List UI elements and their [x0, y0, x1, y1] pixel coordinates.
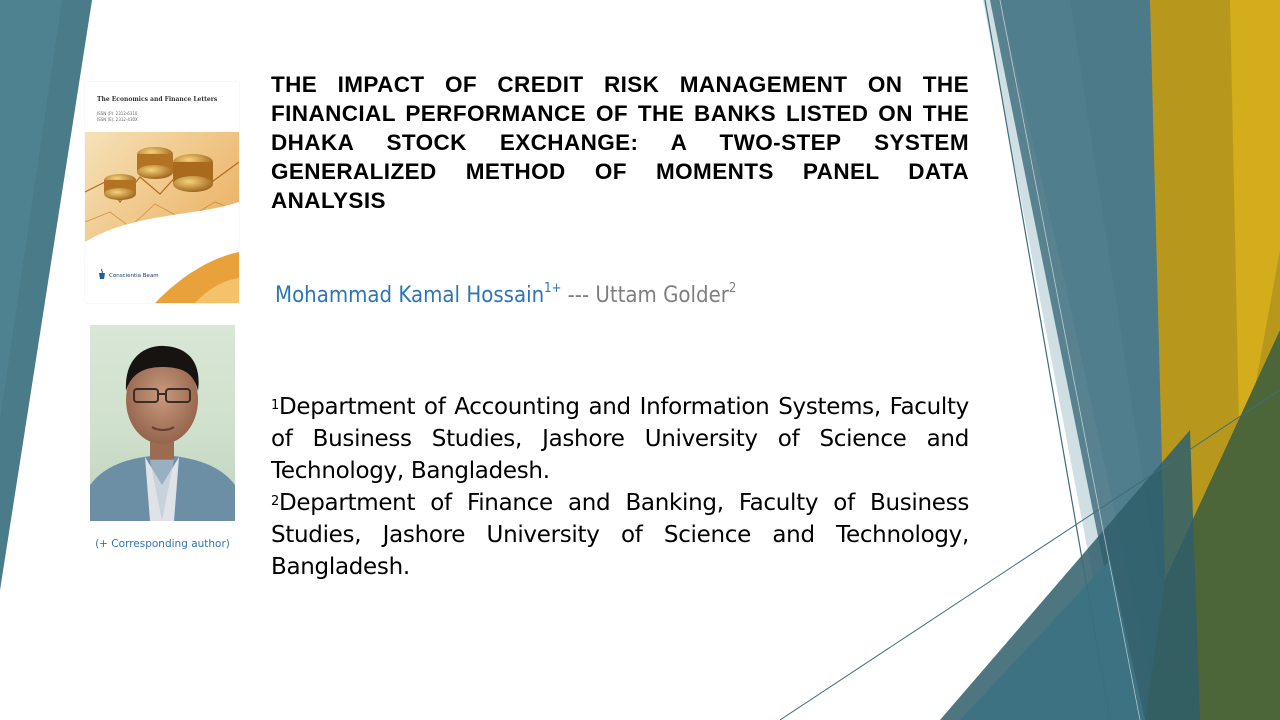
affiliation-2	[271, 487, 969, 583]
affiliation-1-text: Department of Accounting and Information Systems, Faculty of Business Studies, Jashore University of Science and Technology, Bangladesh.	[271, 394, 969, 484]
author-1-marker: 1+	[544, 281, 562, 296]
paper-title: THE IMPACT OF CREDIT RISK MANAGEMENT ON THE FINANCIAL PERFORMANCE OF THE BANKS LISTED ON THE DHAKA STOCK EXCHANGE: A TWO-STEP SYSTEM GENERALIZED METHOD OF MOMENTS PANEL DATA ANALYSIS	[271, 72, 969, 213]
corresponding-author-caption: (+ Corresponding author)	[95, 538, 230, 550]
author-line	[275, 283, 736, 308]
author-2-name: Uttam Golder	[595, 283, 729, 308]
journal-cover-issn: ISSN (P): 2312-6310 ISSN (E): 2312-430X	[97, 111, 138, 122]
affiliation-2-text: Department of Finance and Banking, Faculty of Business Studies, Jashore University of Science and Technology, Bangladesh.	[271, 490, 969, 580]
author-1-name: Mohammad Kamal Hossain	[275, 283, 545, 308]
affiliation-1-marker: 1	[271, 398, 279, 413]
author-2-marker: 2	[728, 281, 737, 296]
publisher-logo-icon	[97, 268, 107, 280]
journal-cover-publisher: Conscientia Beam	[109, 273, 159, 279]
journal-cover	[85, 82, 239, 303]
affiliation-2-marker: 2	[271, 494, 279, 509]
author-photo	[90, 325, 235, 521]
journal-cover-title: The Economics and Finance Letters	[97, 96, 218, 103]
affiliation-1	[271, 391, 969, 487]
author-separator: ---	[561, 283, 596, 308]
